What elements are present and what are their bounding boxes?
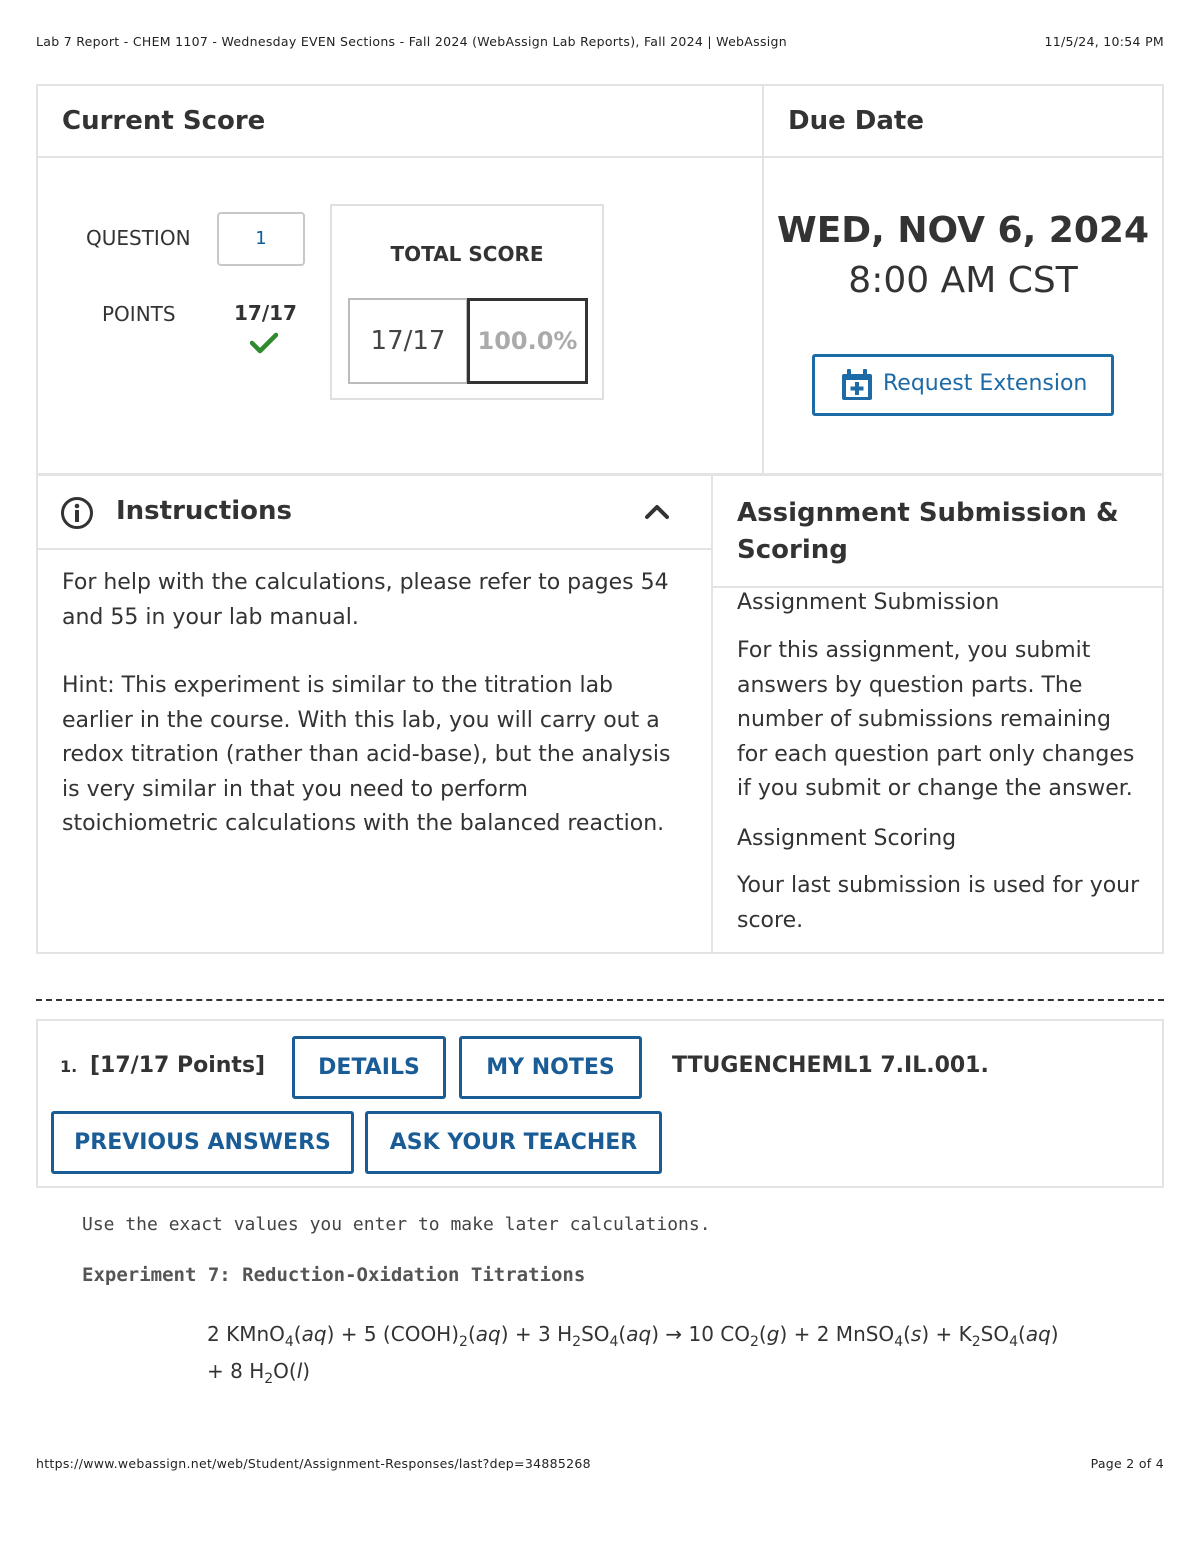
info-icon <box>60 496 94 530</box>
current-score-heading: Current Score <box>62 106 266 136</box>
total-score-label: TOTAL SCORE <box>390 242 544 266</box>
points-label: POINTS <box>102 302 176 326</box>
total-score-fraction: 17/17 <box>348 298 468 384</box>
section-divider <box>36 999 1164 1001</box>
correct-check-icon <box>250 332 278 354</box>
request-extension-label: Request Extension <box>883 371 1088 396</box>
details-button[interactable]: DETAILS <box>292 1036 446 1099</box>
scoring-subheading: Assignment Scoring <box>737 826 957 851</box>
total-score-percent: 100.0% <box>467 298 588 384</box>
question-header-panel <box>36 1019 1164 1188</box>
instructions-text-1: For help with the calculations, please refer to pages 54 and 55 in your lab manual. <box>62 570 669 630</box>
points-value: 17/17 <box>234 301 297 325</box>
question-label: QUESTION <box>86 226 191 250</box>
question-note: Use the exact values you enter to make later calculations. <box>82 1214 711 1235</box>
collapse-chevron-icon[interactable] <box>644 502 670 520</box>
instructions-panel <box>36 474 713 954</box>
experiment-title: Experiment 7: Reduction-Oxidation Titrations <box>82 1264 586 1286</box>
print-footer-page: Page 2 of 4 <box>1090 1456 1164 1471</box>
balanced-equation-line-2: + 8 $H_2O(l)$ <box>207 1359 311 1387</box>
calendar-plus-icon <box>841 369 873 401</box>
instructions-heading: Instructions <box>116 496 293 526</box>
print-header-title: Lab 7 Report - CHEM 1107 - Wednesday EVEN Sections - Fall 2024 (WebAssign Lab Reports), Fall 2024 | WebAssign <box>36 34 787 49</box>
reaction-arrow: → <box>665 1322 683 1346</box>
question-number: 1. <box>60 1057 78 1076</box>
question-points: [17/17 Points] <box>90 1053 266 1078</box>
submission-subheading: Assignment Submission <box>737 590 1000 615</box>
due-time-value: 8:00 AM CST <box>848 260 1078 301</box>
submission-text: For this assignment, you submit answers by question parts. The number of submissions remaining for each question part only changes if you submit or change the answer. <box>737 638 1135 801</box>
due-date-value: WED, NOV 6, 2024 <box>776 210 1149 251</box>
current-score-panel <box>36 84 764 475</box>
due-date-panel <box>762 84 1164 475</box>
submission-scoring-header <box>713 476 1162 588</box>
request-extension-button[interactable] <box>812 354 1114 416</box>
ask-your-teacher-button[interactable]: ASK YOUR TEACHER <box>365 1111 662 1174</box>
print-footer-url: https://www.webassign.net/web/Student/Assignment-Responses/last?dep=34885268 <box>36 1456 591 1471</box>
submission-scoring-panel <box>711 474 1164 954</box>
my-notes-button[interactable]: MY NOTES <box>459 1036 642 1099</box>
balanced-equation-line-1: 2 KMnO$_4$(aq) + 5 $(COOH)_2(aq) + 3$ $H_2SO_4(aq) \to 10$ $CO_2(g) + 2$ MnSO$_4$(s) + $K_2SO_4(aq)$ <box>207 1322 1059 1350</box>
instructions-header[interactable] <box>38 476 711 550</box>
instructions-hint: Hint: This experiment is similar to the titration lab earlier in the course. With this lab, you will carry out a redox titration (rather than acid-base), but the analysis is very similar in that you need to perform stoichiometric calculations with the balanced reaction. <box>62 673 671 836</box>
question-code: TTUGENCHEML1 7.IL.001. <box>672 1053 989 1078</box>
total-score-box <box>330 204 604 400</box>
due-date-header <box>764 86 1162 158</box>
due-date-heading: Due Date <box>788 106 924 136</box>
scoring-text: Your last submission is used for your score. <box>737 873 1140 933</box>
question-selector[interactable]: 1 <box>217 212 305 266</box>
current-score-header <box>38 86 762 158</box>
print-header-datetime: 11/5/24, 10:54 PM <box>1044 34 1164 49</box>
previous-answers-button[interactable]: PREVIOUS ANSWERS <box>51 1111 354 1174</box>
submission-scoring-heading: Assignment Submission & Scoring <box>737 498 1119 565</box>
